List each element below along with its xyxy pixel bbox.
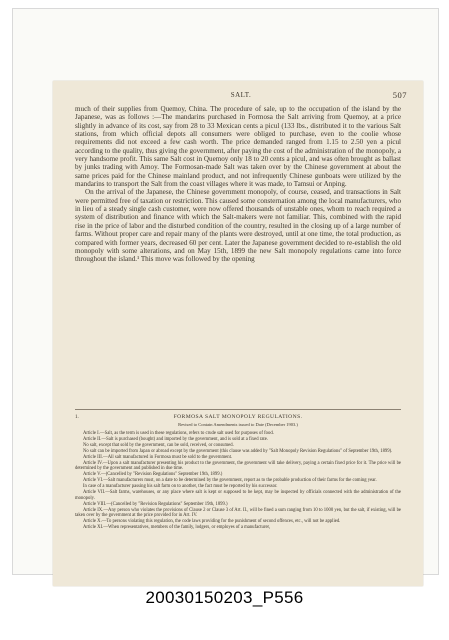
running-head: SALT.: [230, 91, 252, 99]
appendix-article: Article I.—Salt, as the term is used in these regulations, refers to crude salt used for purposes of food.: [83, 430, 274, 436]
page-number: 507: [392, 90, 407, 100]
appendix-article: Article VIII.—(Cancelled by "Revision Regulations" September 19th, 1899.): [83, 501, 228, 507]
footnote-appendix: [75, 415, 401, 531]
appendix-article: Article IX.—Any person who violates the provisions of Clause 2 or Clause 3 of Art. II., will be fined a sum ranging from 10 to 1000 yen, but the salt, if existing, will be taken over by the government at the price provided for in Art. IV.: [75, 507, 401, 519]
body-paragraph: much of their supplies from Quemoy, China. The procedure of sale, up to the occupation of the island by the Japanese, was as follows :—The mandarins purchased in Formosa the Salt arriving from Quemoy, at a price slightly in advance of its cost, say from 28 to 33 Mexican cents a picul (133 lbs., distributed it to the various Salt stations, from which official depots all consumers were obliged to purchase, even to the coolie whose requirements did not exceed a few cash worth. The price demanded ranged from 1.15 to 2.50 yen a picul according to the quality, thus giving the government, after paying the cost of the administration of the monopoly, a very handsome profit. This same Salt cost in Quemoy only 18 to 20 cents a picul, and was often brought as ballast by junks trading with Amoy. The Formosan-made Salt was taken over by the Chinese government at about the same prices paid for the Chinese mainland product, and not infrequently Chinese gunboats were utilized by the mandarins to transport the Salt from the coast villages where it was made, to Tamsui or Anping.: [75, 105, 401, 189]
body-text: [75, 105, 401, 264]
appendix-article: No salt, except that sold by the government, can be sold, received, or consumed.: [83, 442, 234, 448]
appendix-article: Article III.—All salt manufactured in Formosa must be sold to the government.: [83, 454, 233, 460]
appendix-article: In case of a manufacturer passing his salt farm on to another, the fact must be reported by his successor.: [83, 484, 278, 490]
appendix-article: Article II.—Salt is purchased (bought) and imported by the government, and is sold at a fixed rate.: [83, 436, 268, 442]
footnote-number: 1.: [75, 415, 79, 420]
appendix-article: Article VII.—Salt farms, warehouses, or any place where salt is kept or supposed to be kept, may be inspected by officials connected with the administration of the monopoly.: [75, 490, 401, 501]
appendix-article: Article V.—(Cancelled by "Revision Regulations" September 19th, 1899.): [83, 472, 223, 478]
appendix-subtitle: Revised to Contain Amendments issued to Date (December 1903.): [178, 422, 298, 428]
appendix-article: Article IV.—Upon a salt manufacturer presenting his product to the government, the government will take delivery, paying a certain fixed price for it. The price will be determined by the government and published in due time.: [75, 460, 401, 472]
book-page: [53, 81, 423, 586]
appendix-article: No salt can be imported from Japan or abroad except by the government (this clause was added by "Salt Monopoly Revision Regulations" of September 19th, 1899).: [83, 448, 393, 454]
body-paragraph: On the arrival of the Japanese, the Chinese government monopoly, of course, ceased, and transactions in Salt were permitted free of taxation or restriction. This caused some consternation among the local manufacturers, who in lieu of a steady single cash customer, were now offered thousands of unstable ones, whom to reach required a system of distribution and finance with which the Salt-makers were not familiar. This, combined with the rapid rise in the price of labor and the disturbed condition of the country, resulted in the closing up of a large number of farms. Without proper care and repair many of the plants were destroyed, until at one time, the total production, as compared with former years, decreased 60 per cent. Later the Japanese government decided to re-establish the old monopoly with some alterations, and on May 15th, 1899 the new Salt monopoly regulations came into force throughout the island.¹ This move was followed by the opening: [75, 188, 401, 264]
image-caption: 20030150203_P556: [145, 588, 304, 607]
appendix-article: Article VI.—Salt manufacturers must, on a date to be determined by the government, report as to the probable production of their farms for the coming year.: [83, 478, 377, 484]
footnote-divider: [75, 409, 401, 410]
scan-frame: [12, 8, 439, 575]
page-header: [75, 91, 407, 103]
appendix-article: Article XI.—When representatives, members of the family, lodgers, or employes of a manufacturer,: [83, 525, 271, 531]
appendix-title: FORMOSA SALT MONOPOLY REGULATIONS.: [173, 414, 303, 420]
appendix-article: Article X.—To persons violating this regulation, the code laws providing for the punishment of second offences, etc., will not be applied.: [83, 519, 341, 525]
